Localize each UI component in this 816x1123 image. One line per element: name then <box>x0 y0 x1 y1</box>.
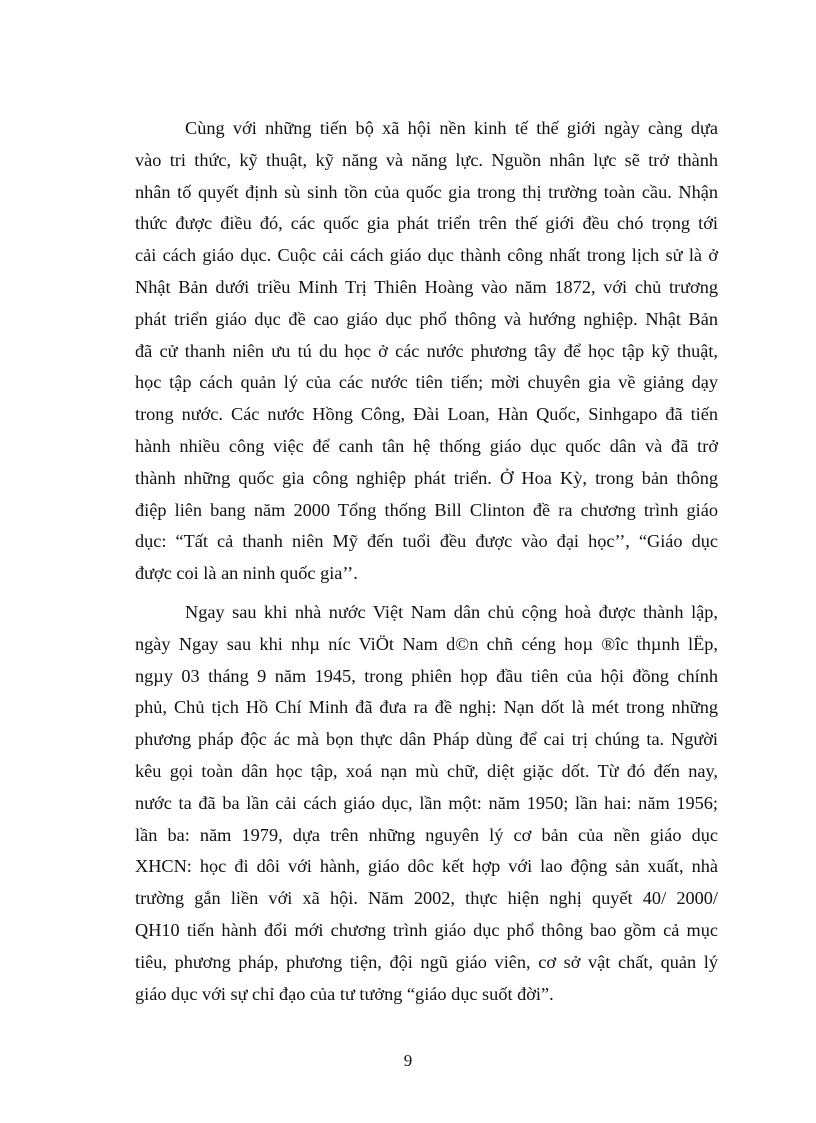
text-line: vào tri thức, kỹ thuật, kỹ năng và năng lực. Nguồn nhân lực sẽ trở thành <box>135 149 718 170</box>
text-line: Cùng với những tiến bộ xã hội nền kinh tế thế giới ngày càng dựa <box>185 118 718 138</box>
text-line: Ngay sau khi nhà nước Việt Nam dân chủ cộng hoà được thành lập, <box>185 601 718 622</box>
text-line: tiêu, phương pháp, phương tiện, đội ngũ giáo viên, cơ sở vật chất, quản lý <box>135 951 718 972</box>
paragraph-education-reform-world <box>135 113 718 590</box>
text-line: cải cách giáo dục. Cuộc cải cách giáo dục thành công nhất trong lịch sử là ở <box>135 245 718 266</box>
text-line: thức được điều đó, các quốc gia phát triển trên thế giới đều chó trọng tới <box>135 213 718 234</box>
text-line: ngày Ngay sau khi nhµ níc ViÖt Nam d©n chñ céng hoµ ®îc thµnh lËp, <box>135 633 718 654</box>
document-body <box>135 113 718 1017</box>
text-line: học tập cách quản lý của các nước tiên tiến; mời chuyên gia về giảng dạy <box>135 372 718 393</box>
text-line: phủ, Chủ tịch Hồ Chí Minh đã đưa ra đề nghị: Nạn dốt là mét trong những <box>135 697 718 718</box>
text-line: phương pháp độc ác mà bọn thực dân Pháp dùng để cai trị chúng ta. Người <box>135 729 718 750</box>
page-number: 9 <box>403 1051 413 1070</box>
text-line: được coi là an ninh quốc gia’’. <box>135 563 358 584</box>
text-line: hành nhiều công việc để canh tân hệ thống giáo dục quốc dân và đã trở <box>135 435 718 456</box>
text-line: nước ta đã ba lần cải cách giáo dục, lần một: năm 1950; lần hai: năm 1956; <box>135 792 718 813</box>
text-line: phát triển giáo dục đề cao giáo dục phổ thông và hướng nghiệp. Nhật Bản <box>135 308 718 329</box>
text-line: trường gắn liền với xã hội. Năm 2002, thực hiện nghị quyết 40/ 2000/ <box>135 888 718 909</box>
text-line: ngµy 03 tháng 9 năm 1945, trong phiên họp đầu tiên của hội đồng chính <box>135 665 718 686</box>
text-line: kêu gọi toàn dân học tập, xoá nạn mù chữ, diệt giặc dốt. Từ đó đến nay, <box>135 760 718 781</box>
text-line: nhân tố quyết định sù sinh tồn của quốc gia trong thị trường toàn cầu. Nhận <box>135 181 718 202</box>
text-line: đã cử thanh niên ưu tú du học ở các nước phương tây để học tập kỹ thuật, <box>135 340 718 361</box>
text-line: QH10 tiến hành đổi mới chương trình giáo dục phổ thông bao gồm cả mục <box>135 919 718 940</box>
text-line: giáo dục với sự chỉ đạo của tư tưởng “giáo dục suốt đời”. <box>135 983 554 1004</box>
text-line: dục: “Tất cả thanh niên Mỹ đến tuổi đều được vào đại học’’, “Giáo dục <box>135 531 718 552</box>
text-line: điệp liên bang năm 2000 Tổng thống Bill Clinton đề ra chương trình giáo <box>135 499 718 520</box>
paragraph-vietnam-education-reform <box>135 597 718 1010</box>
text-line: thành những quốc gia công nghiệp phát triển. Ở Hoa Kỳ, trong bản thông <box>135 467 718 488</box>
text-line: XHCN: học đi dôi với hành, giáo dôc kết hợp với lao động sản xuất, nhà <box>135 856 718 877</box>
text-line: trong nước. Các nước Hồng Công, Đài Loan, Hàn Quốc, Sinhgapo đã tiến <box>135 404 718 425</box>
text-line: Nhật Bản dưới triều Minh Trị Thiên Hoàng vào năm 1872, với chủ trương <box>135 276 718 297</box>
text-line: lần ba: năm 1979, dựa trên những nguyên lý cơ bản của nền giáo dục <box>135 824 718 845</box>
